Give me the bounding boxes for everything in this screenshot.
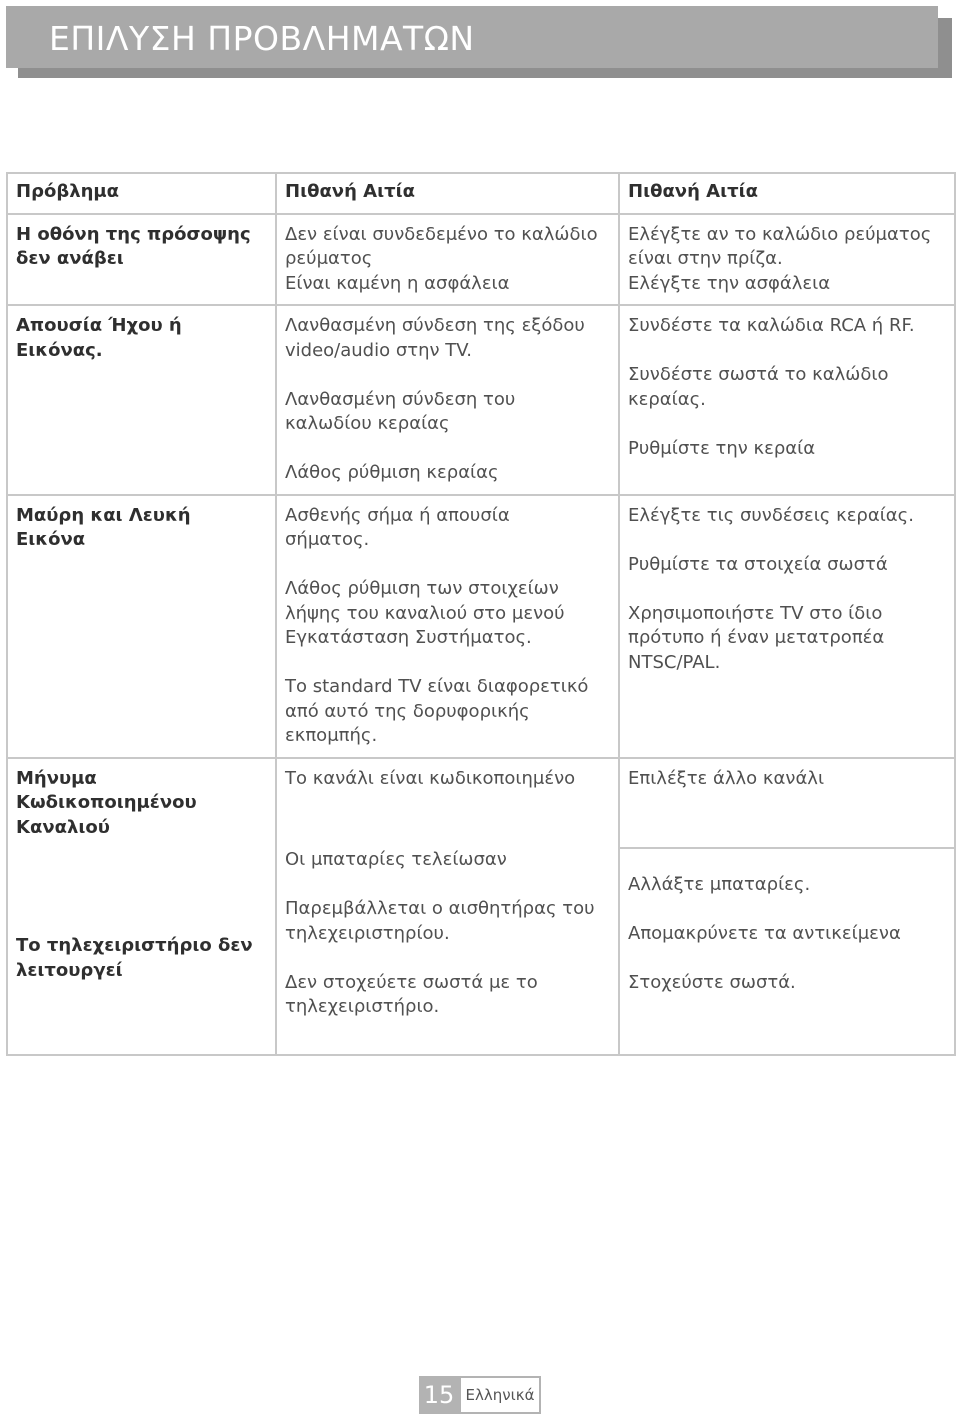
cell-line: video/audio στην TV. — [285, 339, 472, 361]
problem-cell — [7, 758, 276, 849]
table-header-row — [7, 173, 955, 214]
cell-line: Ρυθμίστε την κεραία — [628, 437, 816, 459]
cell-line: σήματος. — [285, 529, 370, 550]
cell-line: Απομακρύνετε τα αντικείμενα — [628, 923, 901, 944]
solution-cell — [619, 495, 955, 758]
problem-cell — [7, 495, 276, 758]
cell-line: Λάθος ρύθμιση κεραίας — [285, 462, 499, 483]
cell-line: Συνδέστε τα καλώδια RCA ή RF. — [628, 315, 915, 336]
table-row — [7, 758, 955, 849]
cause-cell — [276, 214, 619, 306]
cell-line: δεν ανάβει — [16, 248, 124, 269]
cell-line: Μήνυμα Κωδικοποιημένου — [16, 767, 197, 813]
solution-cell — [619, 305, 955, 495]
cell-line: καλωδίου κεραίας — [285, 413, 450, 434]
cell-line: κεραίας. — [628, 388, 706, 410]
cell-line: Εγκατάσταση Συστήματος. — [285, 627, 532, 648]
cell-line: Ελέγξτε την ασφάλεια — [628, 272, 831, 294]
solution-cell — [619, 848, 955, 1055]
cell-line: Ασθενής σήμα ή απουσία — [285, 504, 510, 526]
cell-line: Μαύρη και Λευκή Εικόνα — [16, 504, 191, 550]
cell-line: Συνδέστε σωστά το καλώδιο — [628, 364, 889, 385]
cell-line: Καναλιού — [16, 816, 110, 838]
cell-line: Δεν είναι συνδεδεμένο το καλώδιο — [285, 223, 598, 245]
cell-line: Η οθόνη της πρόσοψης — [16, 223, 251, 245]
table-row — [7, 214, 955, 306]
table-row — [7, 848, 955, 1055]
cell-line: Επιλέξτε άλλο κανάλι — [628, 767, 825, 789]
page-number: 15 — [419, 1376, 459, 1414]
cell-line: Δεν στοχεύετε σωστά με το — [285, 971, 538, 993]
cell-line: τηλεχειριστηρίου. — [285, 922, 450, 944]
cell-line: Λάθος ρύθμιση των στοιχείων — [285, 578, 559, 599]
cell-line: τηλεχειριστήριο. — [285, 996, 440, 1017]
cause-cell — [276, 848, 619, 1055]
page-footer — [419, 1376, 541, 1414]
cause-cell — [276, 758, 619, 849]
title-bar — [6, 6, 938, 68]
solution-cell — [619, 214, 955, 306]
cell-line: Ρυθμίστε τα στοιχεία σωστά — [628, 553, 888, 575]
cause-cell — [276, 495, 619, 758]
cell-line: είναι στην πρίζα. — [628, 248, 783, 269]
problem-cell — [7, 305, 276, 495]
language-label: Ελληνικά — [459, 1376, 541, 1414]
table-row — [7, 495, 955, 758]
cell-line: Λανθασμένη σύνδεση του — [285, 388, 516, 410]
cause-cell — [276, 305, 619, 495]
cell-line: Ελέγξτε αν το καλώδιο ρεύματος — [628, 223, 932, 245]
column-header-solution: Πιθανή Αιτία — [619, 173, 955, 214]
cell-line: Το τηλεχειριστήριο δεν — [16, 935, 253, 956]
cell-line: πρότυπο ή έναν μετατροπέα — [628, 627, 885, 648]
cell-line: Το standard TV είναι διαφορετικό — [285, 676, 589, 697]
cell-line: Αλλάξτε μπαταρίες. — [628, 874, 811, 895]
cell-line: Παρεμβάλλεται ο αισθητήρας του — [285, 898, 595, 919]
cell-line: Χρησιμοποιήστε TV στο ίδιο — [628, 602, 883, 624]
cell-line: λήψης του καναλιού στο μενού — [285, 602, 565, 624]
problem-cell — [7, 214, 276, 306]
cell-line: Ελέγξτε τις συνδέσεις κεραίας. — [628, 504, 914, 526]
problem-cell — [7, 848, 276, 1055]
troubleshooting-table — [6, 172, 956, 1056]
cell-line: Το κανάλι είναι κωδικοποιημένο — [285, 767, 576, 789]
cell-line: Οι μπαταρίες τελείωσαν — [285, 849, 507, 870]
column-header-problem: Πρόβλημα — [7, 173, 276, 214]
table-row — [7, 305, 955, 495]
cell-line: από αυτό της δορυφορικής — [285, 700, 530, 722]
cell-line: NTSC/PAL. — [628, 651, 721, 673]
cell-line: Στοχεύστε σωστά. — [628, 972, 796, 993]
cell-line: Είναι καμένη η ασφάλεια — [285, 272, 510, 294]
column-header-cause: Πιθανή Αιτία — [276, 173, 619, 214]
page-title: ΕΠΙΛΥΣΗ ΠΡΟΒΛΗΜΑΤΩΝ — [49, 19, 475, 58]
cell-line: Λανθασμένη σύνδεση της εξόδου — [285, 315, 585, 336]
solution-cell — [619, 758, 955, 849]
cell-line: Απουσία Ήχου ή Εικόνας. — [16, 315, 182, 361]
cell-line: εκπομπής. — [285, 725, 378, 746]
cell-line: λειτουργεί — [16, 959, 123, 981]
cell-line: ρεύματος — [285, 248, 373, 269]
